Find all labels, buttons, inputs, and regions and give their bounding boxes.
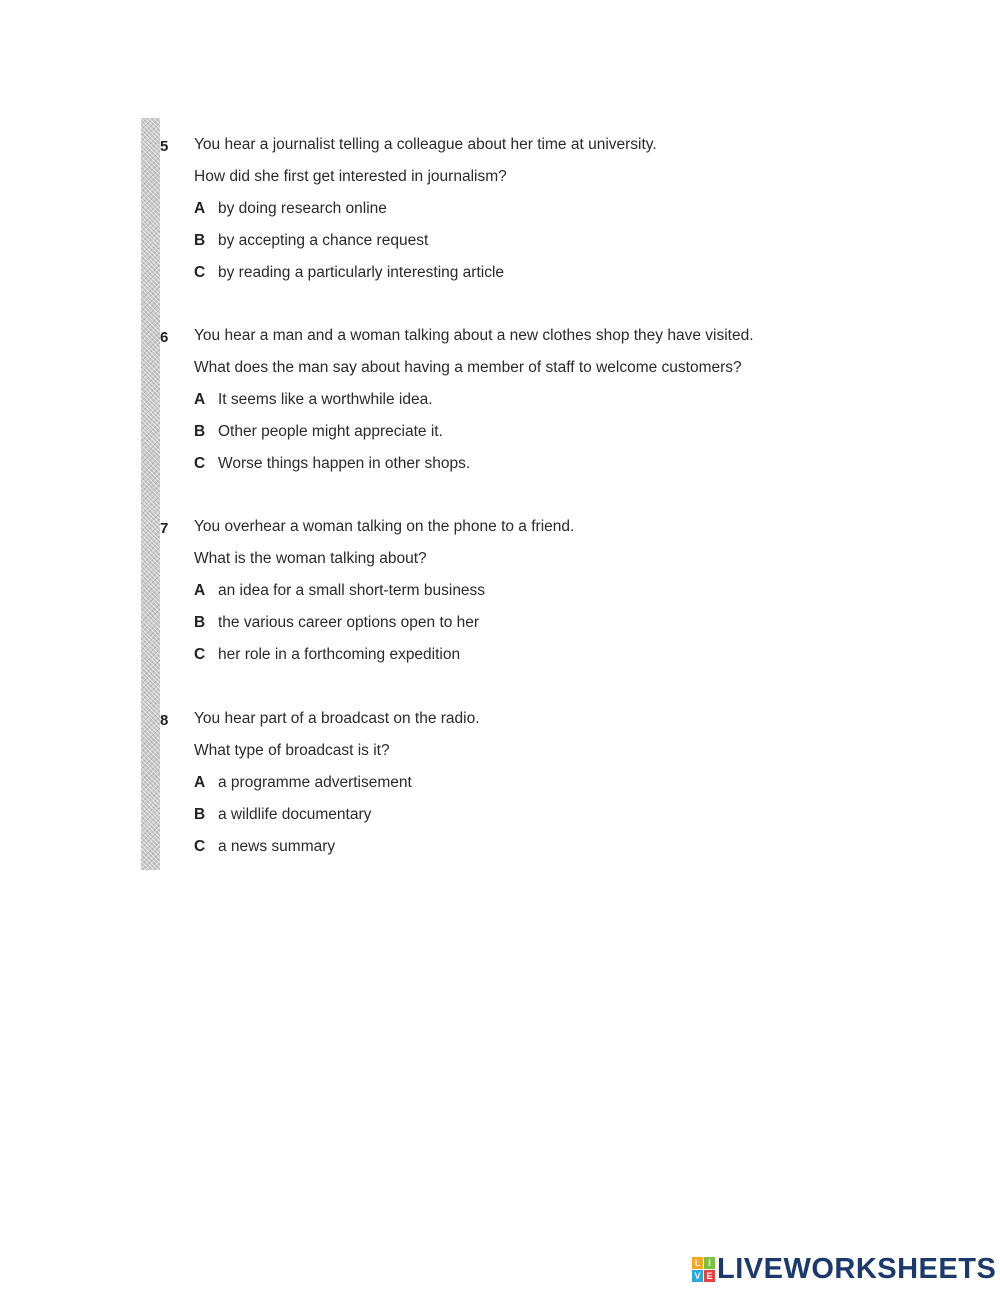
option-text: by accepting a chance request xyxy=(218,232,429,249)
question-stem: You hear part of a broadcast on the radio. xyxy=(194,710,480,727)
option-text: Other people might appreciate it. xyxy=(218,423,443,440)
option-letter: C xyxy=(194,838,206,855)
option-text: a programme advertisement xyxy=(218,774,412,791)
option-text: the various career options open to her xyxy=(218,614,480,631)
option-letter: A xyxy=(194,200,206,217)
liveworksheets-logo-icon xyxy=(692,1257,714,1281)
option-c[interactable] xyxy=(194,454,470,474)
option-letter: B xyxy=(194,232,206,249)
option-text: a wildlife documentary xyxy=(218,806,372,823)
question-prompt: What is the woman talking about? xyxy=(194,550,427,567)
option-letter: A xyxy=(194,774,206,791)
option-b[interactable] xyxy=(194,613,479,633)
question-number: 8 xyxy=(160,712,169,729)
option-letter: A xyxy=(194,391,206,408)
question-number: 7 xyxy=(160,520,169,537)
option-text: by doing research online xyxy=(218,200,387,217)
question-stem: You hear a journalist telling a colleague about her time at university. xyxy=(194,136,657,153)
option-letter: B xyxy=(194,806,206,823)
logo-tile-v: V xyxy=(692,1270,703,1282)
option-c[interactable] xyxy=(194,263,504,283)
option-letter: C xyxy=(194,264,206,281)
option-c[interactable] xyxy=(194,837,335,857)
question-prompt: What does the man say about having a member of staff to welcome customers? xyxy=(194,359,742,376)
logo-tile-i: I xyxy=(704,1257,715,1269)
option-a[interactable] xyxy=(194,390,433,410)
option-letter: B xyxy=(194,423,206,440)
page-edge-strip xyxy=(141,118,160,870)
logo-tile-e: E xyxy=(704,1270,715,1282)
logo-tile-l: L xyxy=(692,1257,703,1269)
liveworksheets-logo[interactable] xyxy=(692,1252,996,1286)
option-letter: C xyxy=(194,455,206,472)
question-prompt: What type of broadcast is it? xyxy=(194,742,390,759)
option-text: an idea for a small short-term business xyxy=(218,582,486,599)
option-b[interactable] xyxy=(194,231,428,251)
option-c[interactable] xyxy=(194,645,460,665)
option-b[interactable] xyxy=(194,805,371,825)
option-letter: A xyxy=(194,582,206,599)
option-text: Worse things happen in other shops. xyxy=(218,455,471,472)
option-text: her role in a forthcoming expedition xyxy=(218,646,461,663)
logo-text: LIVEWORKSHEETS xyxy=(717,1252,997,1285)
option-text: by reading a particularly interesting article xyxy=(218,264,505,281)
option-text: It seems like a worthwhile idea. xyxy=(218,391,433,408)
option-a[interactable] xyxy=(194,581,485,601)
option-letter: C xyxy=(194,646,206,663)
option-b[interactable] xyxy=(194,422,443,442)
option-text: a news summary xyxy=(218,838,336,855)
question-stem: You overhear a woman talking on the phone to a friend. xyxy=(194,518,575,535)
question-stem: You hear a man and a woman talking about a new clothes shop they have visited. xyxy=(194,327,754,344)
question-number: 6 xyxy=(160,329,169,346)
option-a[interactable] xyxy=(194,199,387,219)
question-prompt: How did she first get interested in journalism? xyxy=(194,168,507,185)
option-letter: B xyxy=(194,614,206,631)
question-number: 5 xyxy=(160,138,169,155)
option-a[interactable] xyxy=(194,773,412,793)
